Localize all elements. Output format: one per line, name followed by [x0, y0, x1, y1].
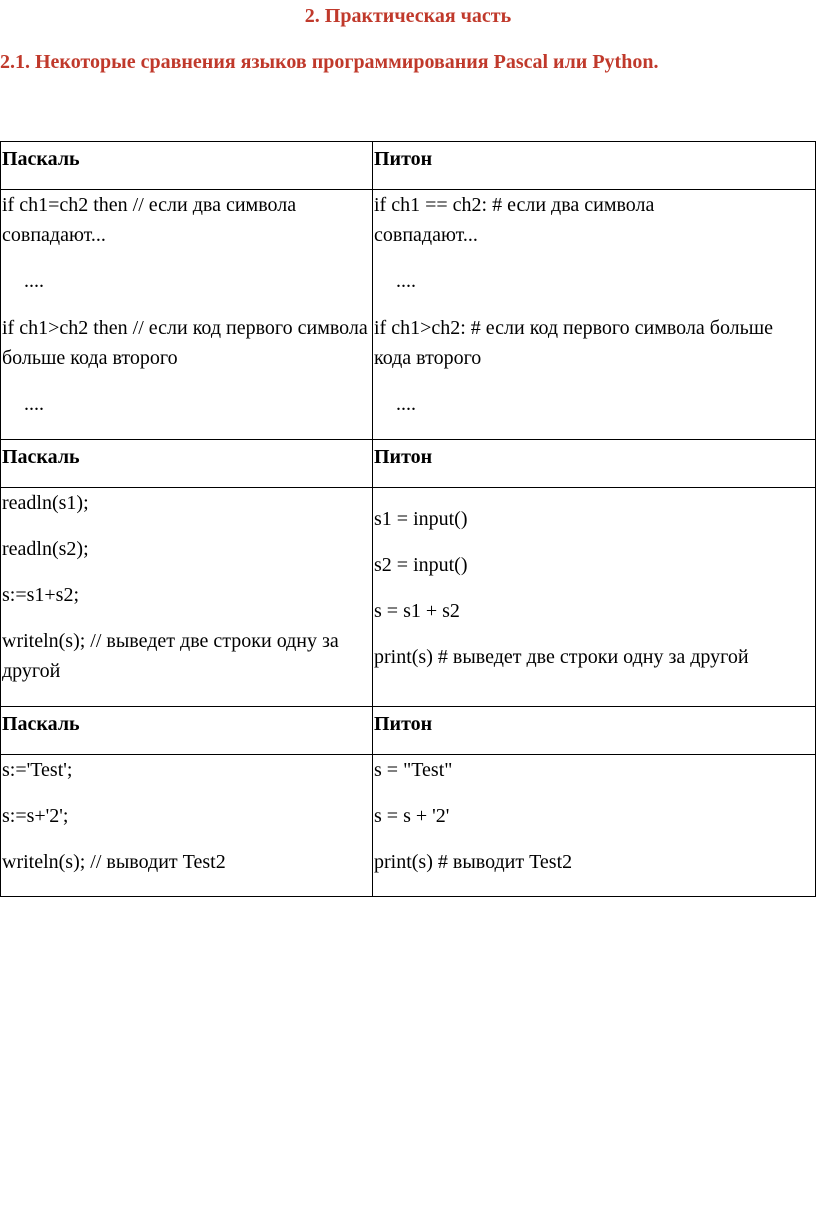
python-print-test: print(s) # выводит Test2 [374, 851, 573, 873]
header-python: Питон [373, 142, 816, 190]
python-input-s1: s1 = input() [374, 508, 468, 530]
pascal-string-cell [1, 755, 373, 897]
python-if-equal: if ch1 == ch2: # если два символа совпадают... [374, 194, 655, 246]
python-assign-test: s = "Test" [374, 759, 453, 781]
header-pascal: Паскаль [1, 440, 373, 488]
table-header-row [1, 440, 816, 488]
pascal-concat: s:=s1+s2; [2, 584, 80, 606]
header-pascal: Паскаль [1, 142, 373, 190]
pascal-compare-cell [1, 190, 373, 440]
section-subtitle: 2.1. Некоторые сравнения языков программирования Pascal или Python. [0, 51, 659, 73]
pascal-assign-test: s:='Test'; [2, 759, 73, 781]
pascal-writeln: writeln(s); // выведет две строки одну за другой [2, 630, 339, 682]
python-print: print(s) # выведет две строки одну за другой [374, 646, 749, 668]
pascal-readln-s1: readln(s1); [2, 492, 89, 514]
pascal-if-greater: if ch1>ch2 then // если код первого символа больше кода второго [2, 317, 368, 369]
pascal-dots-1: .... [24, 270, 44, 292]
python-append: s = s + '2' [374, 805, 450, 827]
header-pascal: Паскаль [1, 707, 373, 755]
table-header-row [1, 707, 816, 755]
table-row [1, 190, 816, 440]
python-string-cell [373, 755, 816, 897]
table-header-row [1, 142, 816, 190]
python-dots-1: .... [396, 270, 416, 292]
python-input-s2: s2 = input() [374, 554, 468, 576]
table-row [1, 488, 816, 707]
python-concat: s = s1 + s2 [374, 600, 460, 622]
page-title: 2. Практическая часть [304, 5, 512, 27]
pascal-writeln-test: writeln(s); // выводит Test2 [2, 851, 226, 873]
comparison-table [0, 141, 816, 897]
pascal-readln-s2: readln(s2); [2, 538, 89, 560]
pascal-append: s:=s+'2'; [2, 805, 69, 827]
python-compare-cell [373, 190, 816, 440]
pascal-dots-2: .... [24, 393, 44, 415]
header-python: Питон [373, 707, 816, 755]
python-if-greater: if ch1>ch2: # если код первого символа больше кода второго [374, 317, 774, 369]
pascal-if-equal: if ch1=ch2 then // если два символа совпадают... [2, 194, 297, 246]
table-row [1, 755, 816, 897]
python-io-cell [373, 488, 816, 707]
header-python: Питон [373, 440, 816, 488]
pascal-io-cell [1, 488, 373, 707]
python-dots-2: .... [396, 393, 416, 415]
